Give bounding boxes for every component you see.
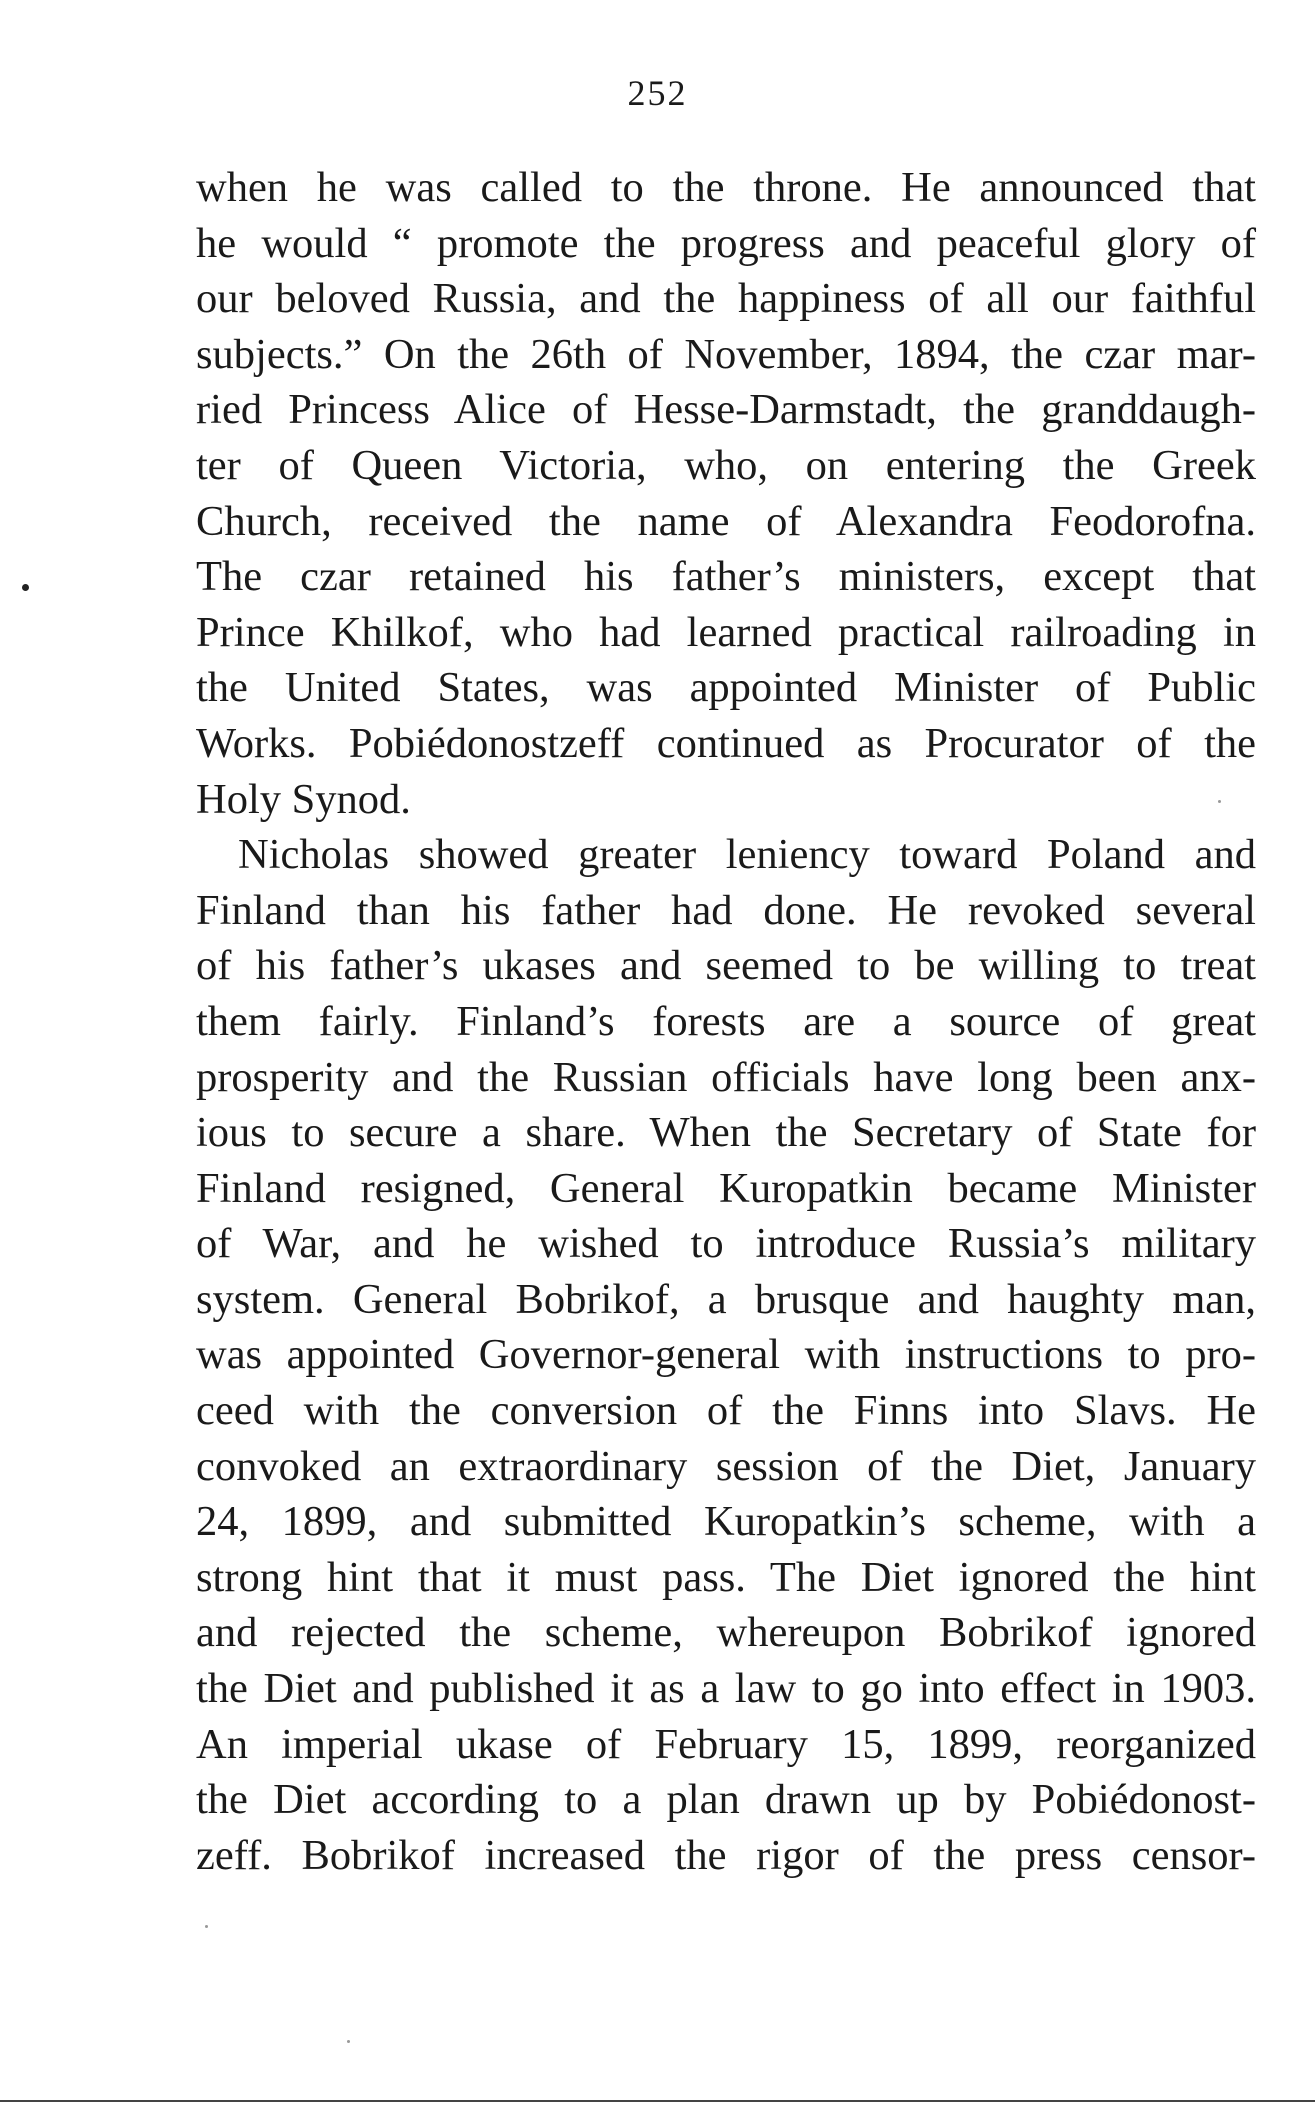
text-line: Church, received the name of Alexandra Feodorofna. [196,497,1256,545]
text-line: was appointed Governor-general with instructions to pro- [196,1331,1256,1379]
page-number: 252 [627,73,688,113]
text-line: ter of Queen Victoria, who, on entering the Greek [196,441,1256,489]
text-line: 24, 1899, and submitted Kuropatkin’s scheme, with a [196,1498,1256,1546]
text-line: and rejected the scheme, whereupon Bobrikof ignored [196,1609,1256,1657]
text-line: of War, and he wished to introduce Russia’s military [196,1220,1256,1268]
text-line: the United States, was appointed Minister of Public [196,664,1256,712]
text-line: subjects.” On the 26th of November, 1894, the czar mar- [196,330,1256,378]
text-line: Finland resigned, General Kuropatkin became Minister [196,1164,1256,1212]
text-line: our beloved Russia, and the happiness of all our faithful [196,275,1256,323]
text-line: strong hint that it must pass. The Diet ignored the hint [196,1553,1256,1601]
text-line: ried Princess Alice of Hesse-Darmstadt, the granddaugh- [196,386,1256,434]
paper-speck [205,1925,208,1928]
text-line: them fairly. Finland’s forests are a source of great [196,997,1256,1045]
text-line: zeff. Bobrikof increased the rigor of the press censor- [196,1831,1256,1879]
text-line: the Diet according to a plan drawn up by Pobiédonost- [196,1776,1256,1824]
text-line: Finland than his father had done. He revoked several [196,886,1256,934]
text-line: An imperial ukase of February 15, 1899, reorganized [196,1720,1256,1768]
text-line: convoked an extraordinary session of the Diet, January [196,1442,1256,1490]
text-line: ious to secure a share. When the Secretary of State for [196,1109,1256,1157]
margin-dot [22,584,29,591]
text-line: Holy Synod. [196,775,411,823]
text-line: ceed with the conversion of the Finns into Slavs. He [196,1387,1256,1435]
text-line: of his father’s ukases and seemed to be willing to treat [196,942,1256,990]
text-line: The czar retained his father’s ministers, except that [196,553,1256,601]
page-bottom-edge [0,2100,1315,2102]
text-line: Nicholas showed greater leniency toward Poland and [238,831,1256,879]
text-line: Prince Khilkof, who had learned practical railroading in [196,608,1256,656]
text-line: the Diet and published it as a law to go into effect in 1903. [196,1665,1256,1713]
paper-speck [347,2040,350,2043]
text-line: Works. Pobiédonostzeff continued as Procurator of the [196,719,1256,767]
text-line: when he was called to the throne. He announced that [196,164,1256,211]
text-line: he would “ promote the progress and peaceful glory of [196,219,1256,267]
text-line: system. General Bobrikof, a brusque and haughty man, [196,1275,1256,1323]
paper-speck [1218,800,1221,803]
text-line: prosperity and the Russian officials have long been anx- [196,1053,1256,1101]
body-text [196,160,1256,1883]
